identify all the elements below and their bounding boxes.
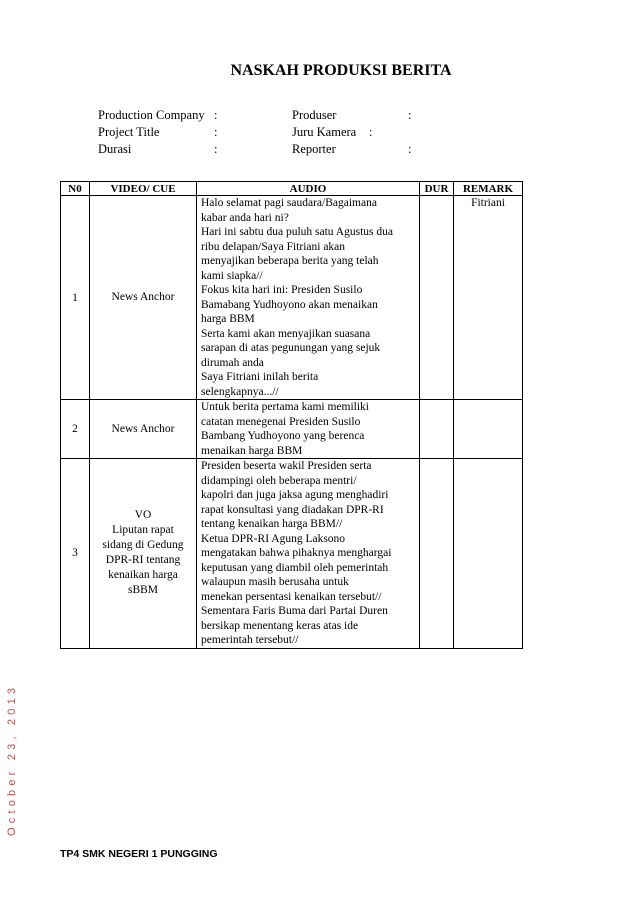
audio-line: Fokus kita hari ini: Presiden Susilo (201, 284, 363, 296)
table-row (61, 459, 523, 649)
audio-line: menekan persentasi kenaikan tersebut// (201, 590, 382, 603)
meta-left (98, 107, 218, 158)
cell-remark (454, 400, 523, 459)
meta-reporter (292, 141, 412, 158)
audio-line: selengkapnya...// (201, 385, 279, 398)
video-line: VO (134, 509, 152, 522)
meta-juru-kamera (292, 124, 373, 141)
video-line: Liputan rapat (112, 524, 174, 537)
meta-label: Reporter (292, 142, 336, 156)
audio-line: rapat konsultasi yang diadakan DPR-RI (201, 503, 384, 516)
meta-colon: : (214, 125, 218, 139)
side-date: October 23, 2013 (6, 683, 18, 836)
cell-video (90, 400, 197, 459)
audio-line: walaupun masih berusaha untuk (201, 576, 349, 588)
table-row (61, 400, 523, 459)
cell-dur (420, 400, 454, 459)
audio-line: Bamabang Yudhoyono akan menaikan (201, 298, 378, 311)
cell-no: 3 (61, 459, 90, 649)
video-line: sBBM (127, 584, 159, 597)
meta-durasi (98, 141, 218, 158)
audio-line: tentang kenaikan harga BBM// (201, 518, 343, 530)
footer-text: TP4 SMK NEGERI 1 PUNGGING (60, 848, 218, 860)
audio-line: kabar anda hari ni? (201, 211, 289, 224)
cell-video (90, 196, 197, 400)
audio-line: Untuk berita pertama kami memiliki (201, 401, 369, 413)
table-header-row (61, 182, 523, 196)
header-no: N0 (61, 182, 90, 196)
cell-remark: Fitriani (454, 196, 523, 400)
audio-line: mengatakan bahwa pihaknya menghargai (201, 547, 392, 559)
cell-no: 1 (61, 196, 90, 400)
audio-line: Presiden beserta wakil Presiden serta (201, 460, 372, 472)
meta-label: Production Company (98, 108, 205, 122)
audio-line: keputusan yang diambil oleh pemerintah (201, 561, 389, 574)
video-line: News Anchor (111, 422, 175, 435)
meta-project-title (98, 124, 218, 141)
video-line: kenaikan harga (108, 569, 178, 582)
script-table (60, 181, 523, 649)
audio-line: ribu delapan/Saya Fitriani akan (201, 240, 346, 253)
audio-line: pemerintah tersebut// (201, 634, 299, 646)
audio-line: catatan menegenai Presiden Susilo (201, 415, 361, 428)
meta-produser (292, 107, 412, 124)
meta-right (292, 107, 412, 158)
cell-no: 2 (61, 400, 90, 459)
meta-label: Durasi (98, 142, 132, 156)
video-line: DPR-RI tentang (105, 554, 181, 567)
audio-line: sarapan di atas pegunungan yang sejuk (201, 342, 381, 354)
page-title (0, 62, 638, 80)
video-line: News Anchor (111, 291, 175, 303)
table-row (61, 196, 523, 400)
meta-label: Produser (292, 108, 337, 122)
meta-colon: : (369, 125, 373, 139)
audio-line: kapolri dan juga jaksa agung menghadiri (201, 489, 389, 501)
header-dur: DUR (420, 182, 454, 196)
title-text: NASKAH PRODUKSI BERITA (230, 62, 452, 79)
audio-line: Serta kami akan menyajikan suasana (201, 327, 371, 340)
audio-line: Bambang Yudhoyono yang berenca (201, 430, 365, 442)
audio-line: bersikap menentang keras atas ide (201, 619, 359, 632)
cell-video (90, 459, 197, 649)
audio-line: didampingi oleh beberapa mentri/ (201, 474, 357, 487)
cell-audio (197, 459, 420, 649)
video-line: sidang di Gedung (102, 539, 184, 552)
cell-remark (454, 459, 523, 649)
header-remark: REMARK (454, 182, 523, 196)
meta-label: Project Title (98, 125, 160, 139)
header-audio: AUDIO (197, 182, 420, 196)
meta-production-company (98, 107, 218, 124)
audio-line: Ketua DPR-RI Agung Laksono (201, 532, 346, 545)
meta-colon: : (214, 108, 218, 122)
meta-colon: : (408, 142, 412, 156)
cell-dur (420, 196, 454, 400)
audio-line: menaikan harga BBM (201, 444, 303, 457)
audio-line: Halo selamat pagi saudara/Bagaimana (201, 197, 377, 209)
cell-dur (420, 459, 454, 649)
audio-line: Sementara Faris Buma dari Partai Duren (201, 605, 388, 617)
meta-label: Juru Kamera (292, 125, 357, 139)
audio-line: menyajikan beberapa berita yang telah (201, 255, 379, 267)
audio-line: dirumah anda (201, 356, 264, 369)
audio-line: Hari ini sabtu dua puluh satu Agustus dua (201, 226, 393, 238)
cell-audio (197, 400, 420, 459)
audio-line: kami siapka// (201, 269, 263, 282)
audio-line: harga BBM (201, 313, 255, 325)
meta-colon: : (408, 108, 412, 122)
header-video: VIDEO/ CUE (90, 182, 197, 196)
meta-colon: : (214, 142, 218, 156)
audio-line: Saya Fitriani inilah berita (201, 371, 319, 383)
cell-audio (197, 196, 420, 400)
